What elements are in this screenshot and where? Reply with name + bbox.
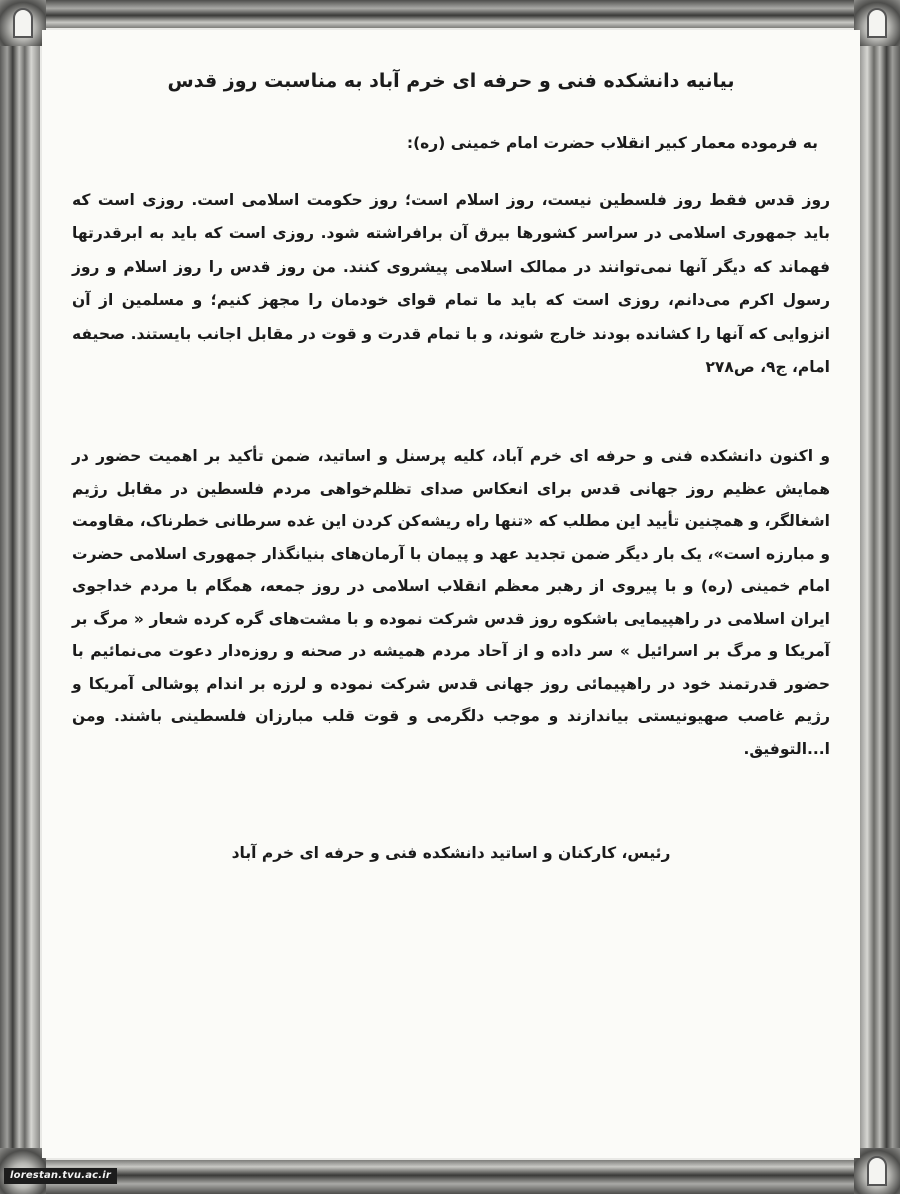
khomeini-quote-paragraph: روز قدس فقط روز فلسطین نیست، روز اسلام است؛ روز حکومت اسلامی است. روزی است که باید جمهوری اسلامی در سراسر کشورها بیرق آن برافراشته شود. روزی است که باید به ابرقدرتها فهماند که دیگر آنها نمی‌توانند در ممالک اسلامی پیشروی کنند. من روز قدس را روز اسلام و روز رسول اکرم می‌دانم، روزی است که باید ما تمام قوای خودمان را مجهز کنیم؛ و مسلمین از آن انزوایی که آنها را کشانده بودند خارج شوند، و با تمام قدرت و قوت در مقابل اجانب بایستند. صحیفه امام، ج۹، ص۲۷۸ <box>72 191 830 377</box>
frame-corner-ornament <box>854 0 900 46</box>
arch-ornament-icon <box>867 8 887 38</box>
document-page <box>42 30 860 1158</box>
website-watermark-label: lorestan.tvu.ac.ir <box>4 1168 117 1184</box>
arch-ornament-icon <box>13 8 33 38</box>
frame-corner-ornament <box>0 0 46 46</box>
arch-ornament-icon <box>867 1156 887 1186</box>
document-title: بیانیه دانشکده فنی و حرفه ای خرم آباد به مناسبت روز قدس <box>167 70 735 92</box>
frame-right-border <box>858 0 900 1194</box>
statement-paragraph: و اکنون دانشکده فنی و حرفه ای خرم آباد، کلیه پرسنل و اساتید، ضمن تأکید بر اهمیت حضور در همایش عظیم روز جهانی قدس برای انعکاس صدای تظلم‌خواهی مردم فلسطین در مقابل رژیم اشغالگر، و همچنین تأیید این مطلب که «تنها راه ریشه‌کن کردن این غده سرطانی خطرناک، مقاومت و مبارزه است»، یک بار دیگر ضمن تجدید عهد و پیمان با آرمان‌های بنیانگذار جمهوری اسلامی حضرت امام خمینی (ره) و با پیروی از رهبر معظم انقلاب اسلامی در روز جمعه، همگام با مردم خداجوی ایران اسلامی در راهپیمایی باشکوه روز قدس شرکت نموده و با مشت‌های گره کرده شعار « مرگ بر آمریکا و مرگ بر اسرائیل » سر داده و از آحاد مردم همیشه در صحنه و روزه‌دار دعوت می‌نمائیم با حضور قدرتمند خود در راهپیمائی روز جهانی قدس شرکت نموده و لرزه بر اندام پوشالی آمریکا و رژیم غاصب صهیونیستی بیاندازند و موجب دلگرمی و قوت قلب مبارزان فلسطینی باشند. ومن ا...التوفیق. <box>72 447 830 758</box>
frame-top-border <box>40 0 858 28</box>
quote-introduction: به فرموده معمار کبیر انقلاب حضرت امام خمینی (ره): <box>406 134 818 152</box>
frame-bottom-border <box>40 1160 858 1194</box>
frame-left-border <box>0 0 40 1194</box>
document-signature: رئیس، کارکنان و اساتید دانشکده فنی و حرفه ای خرم آباد <box>231 844 671 862</box>
frame-corner-ornament <box>854 1148 900 1194</box>
